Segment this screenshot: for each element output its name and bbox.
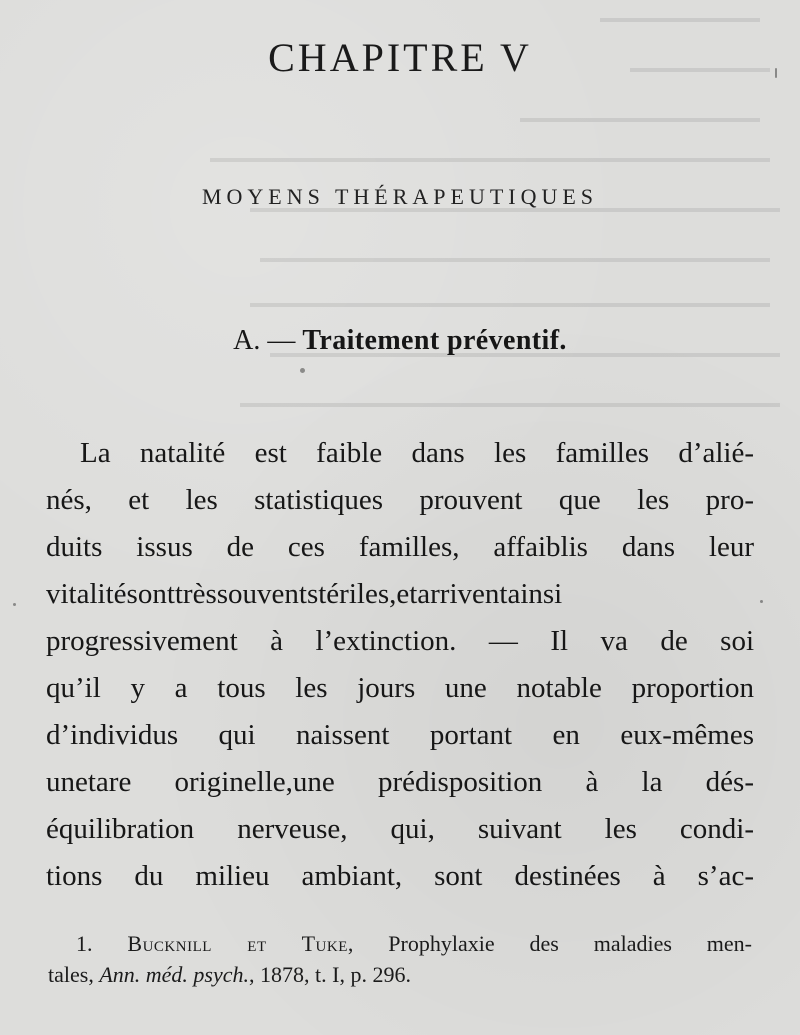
footnote-title: , Prophylaxie des maladies men- — [347, 931, 752, 956]
body-text-line: d’individus qui naissent portant en eux-mêmes — [46, 719, 754, 751]
footnote-citation: , 1878, t. I, p. 296. — [249, 962, 411, 987]
body-text-line: nés, et les statistiques prouvent que les pro- — [46, 484, 754, 516]
chapter-title: CHAPITRE V — [268, 35, 532, 80]
footnote-number: 1. — [76, 931, 128, 956]
body-text-line: duits issus de ces familles, affaiblis dans leur — [46, 531, 754, 563]
print-speck — [775, 68, 777, 78]
print-speck — [13, 603, 16, 606]
body-text-line: qu’il y a tous les jours une notable proportion — [46, 672, 754, 704]
body-text-line: unetare originelle,une prédisposition à la dés- — [46, 766, 754, 798]
body-text-line: vitalitésonttrèssouventstériles,etarriventainsi — [46, 578, 563, 610]
footnote-line — [76, 929, 752, 959]
print-speck — [300, 368, 305, 373]
footnote-line-start: tales, — [48, 962, 100, 987]
body-text-line: La natalité est faible dans les familles d’alié- — [80, 437, 754, 469]
subsection-heading — [0, 327, 800, 355]
subsection-letter: A. — — [233, 325, 303, 356]
print-speck — [760, 600, 763, 603]
footnote-line — [48, 960, 596, 990]
footnote-authors: Bucknill et Tuke — [127, 931, 348, 956]
footnote-journal: Ann. méd. psych. — [99, 962, 250, 987]
body-text-line: tions du milieu ambiant, sont destinées à s’ac- — [46, 860, 754, 892]
subsection-title: Traitement préventif. — [302, 325, 567, 356]
body-text-line: progressivement à l’extinction. — Il va de soi — [46, 625, 754, 657]
body-text-line: équilibration nerveuse, qui, suivant les condi- — [46, 813, 754, 845]
section-title: MOYENS THÉRAPEUTIQUES — [201, 184, 599, 209]
